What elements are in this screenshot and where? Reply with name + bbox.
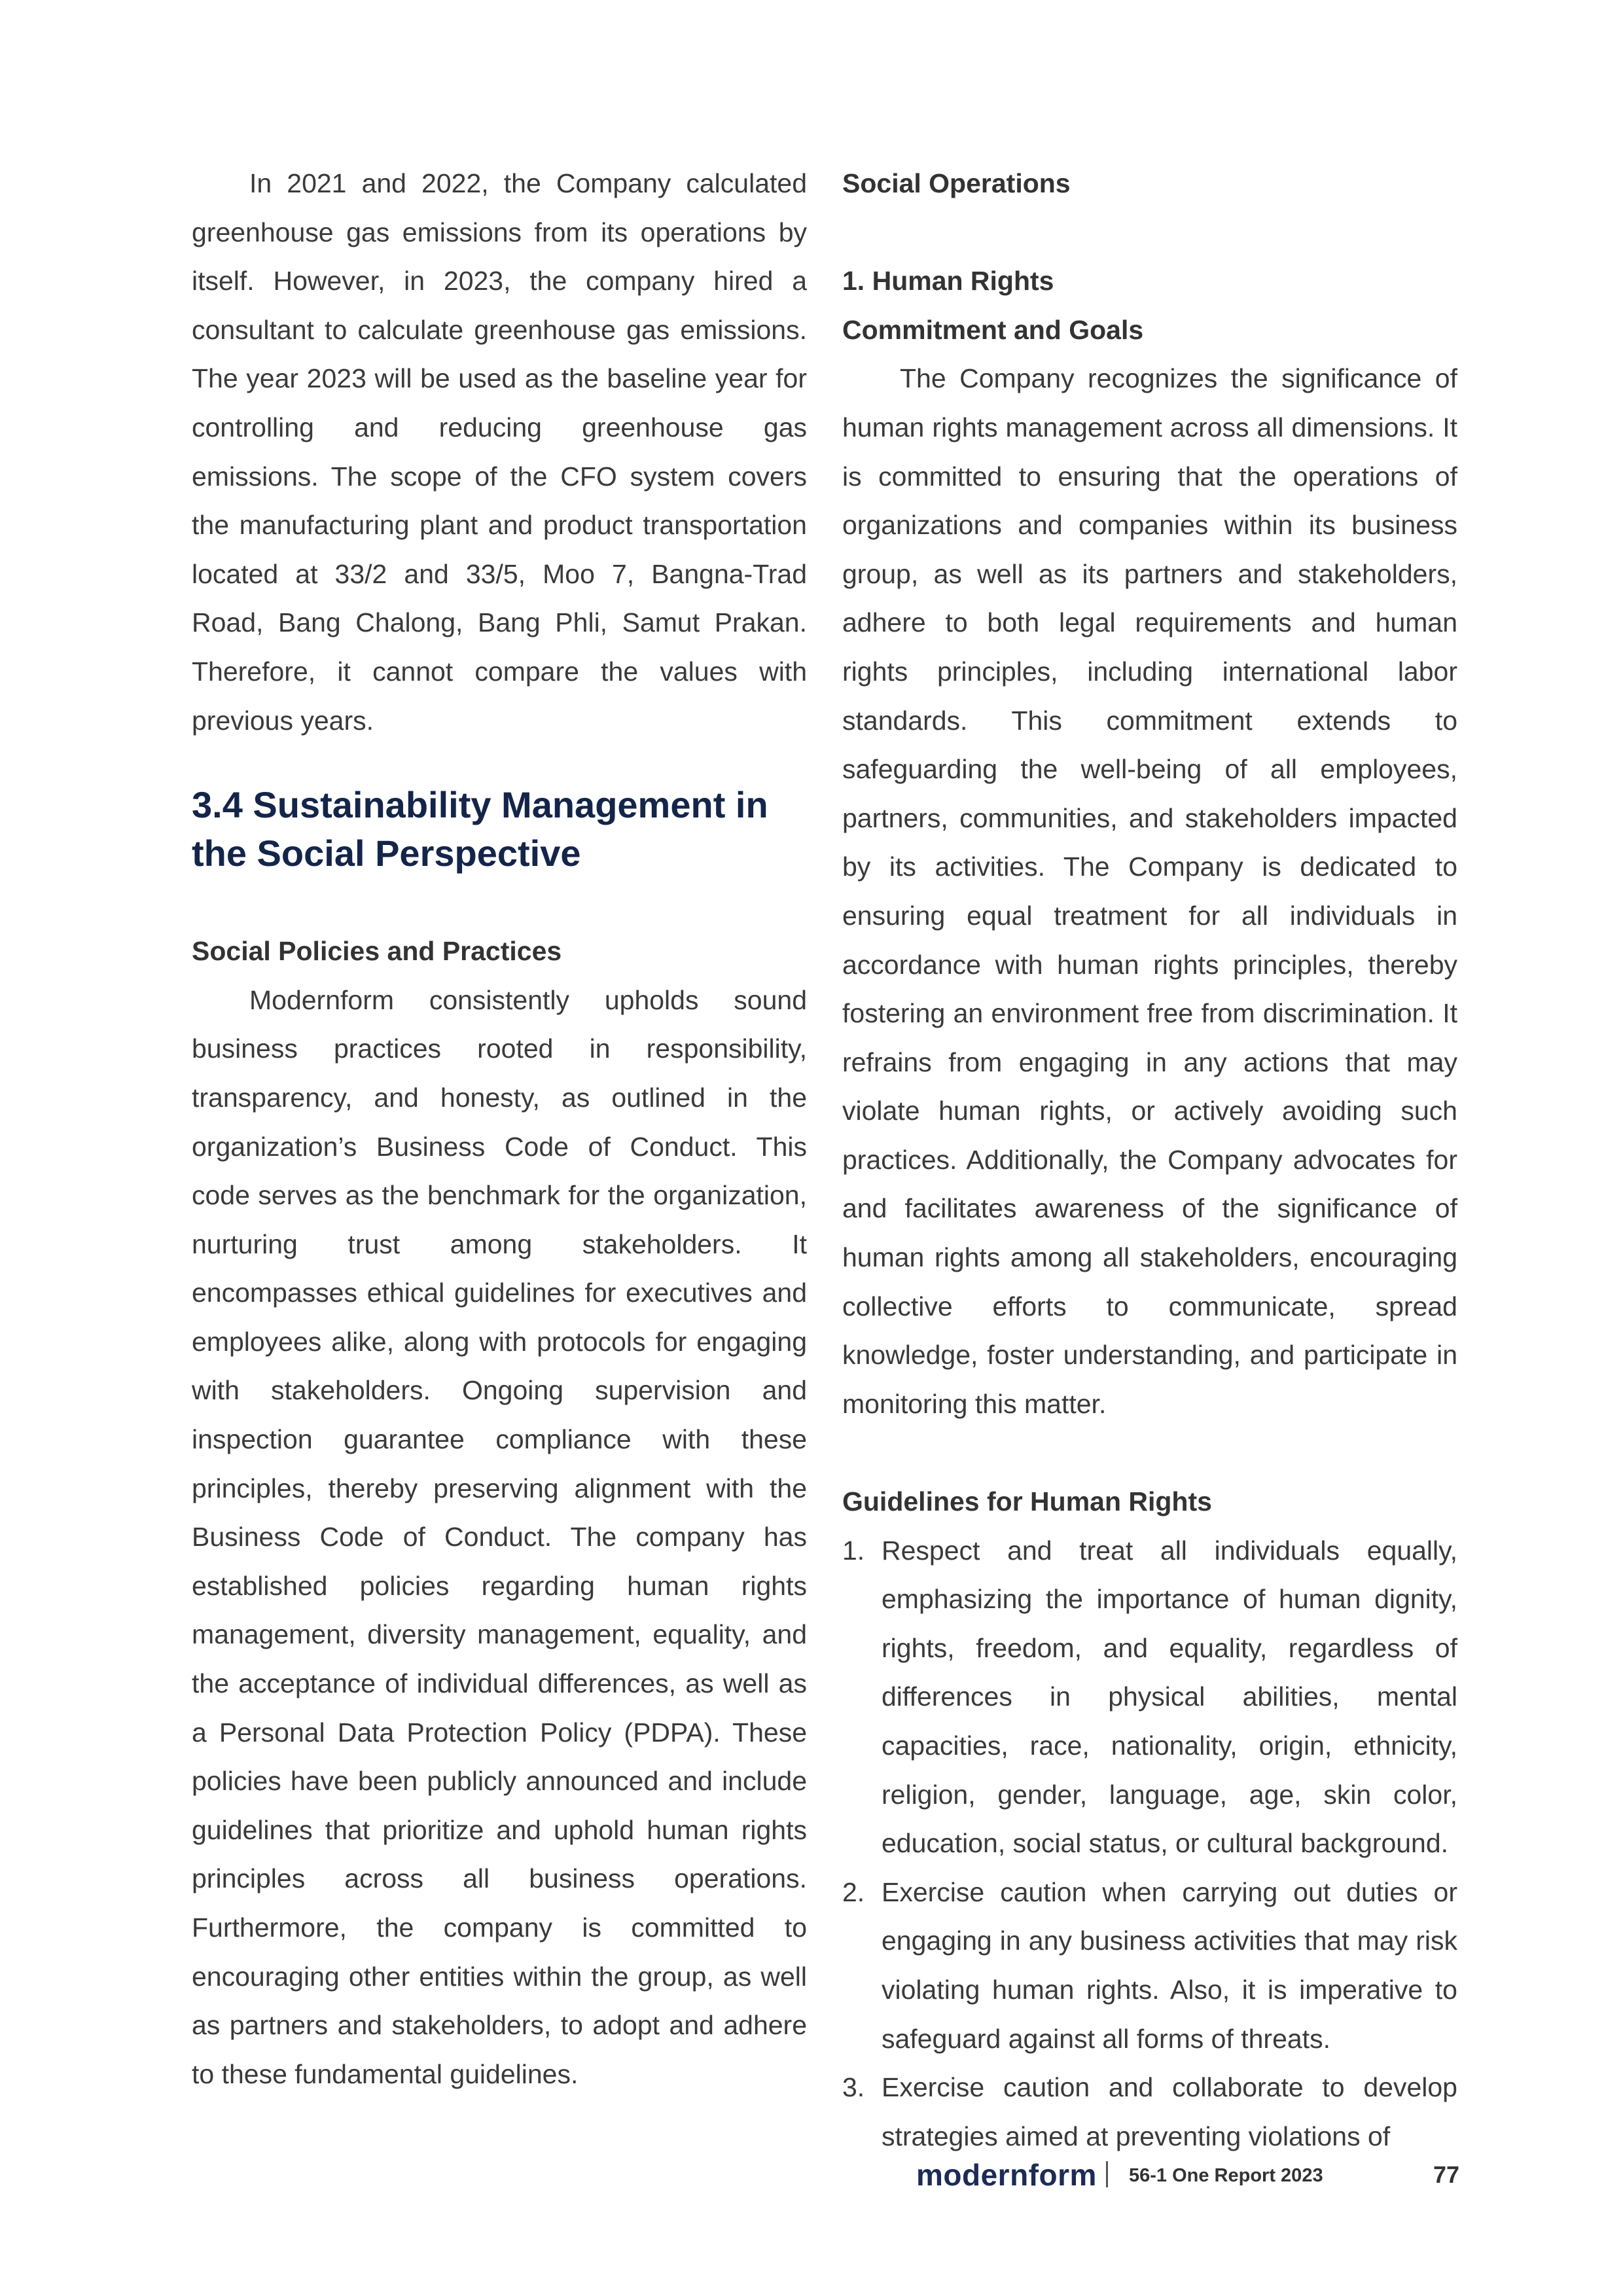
list-item	[842, 2063, 1457, 2161]
list-item-number: 1.	[842, 1535, 865, 1566]
spacer	[842, 208, 1457, 257]
commitment-paragraph: The Company recognizes the significance of human rights management across all dimensions. It is committed to ensuring that the operations of organizations and companies within its business group, as well as its partners and stakeholders, adhere to both legal requirements and human rights principles, including international labor standards. This commitment extends to safeguarding the well-being of all employees, partners, communities, and stakeholders impacted by its activities. The Company is dedicated to ensuring equal treatment for all individuals in accordance with human rights principles, thereby fostering an environment free from discrimination. It refrains from engaging in any actions that may violate human rights, or actively avoiding such practices. Additionally, the Company advocates for and facilitates awareness of the significance of human rights among all stakeholders, encouraging collective efforts to communicate, spread knowledge, foster understanding, and participate in monitoring this matter.	[842, 363, 1457, 1419]
modernform-logo: modernform	[916, 2158, 1097, 2192]
policies-paragraph: Modernform consistently upholds sound business practices rooted in responsibility, transparency, and honesty, as outlined in the organization’s Business Code of Conduct. This code serves as the benchmark for the organization, nurturing trust among stakeholders. It encompasses ethical guidelines for executives and employees alike, along with protocols for engaging with stakeholders. Ongoing supervision and inspection guarantee compliance with these principles, thereby preserving alignment with the Business Code of Conduct. The company has established policies regarding human rights management, diversity management, equality, and the acceptance of individual differences, as well as a Personal Data Protection Policy (PDPA). These policies have been publicly announced and include guidelines that prioritize and uphold human rights principles across all business operations. Furthermore, the company is committed to encouraging other entities within the group, as well as partners and stakeholders, to adopt and adhere to these fundamental guidelines.	[192, 984, 807, 2089]
footer-divider	[1106, 2161, 1108, 2187]
list-item	[842, 1868, 1457, 2063]
list-item	[842, 1526, 1457, 1868]
section-heading: 3.4 Sustainability Management in the Social Perspective	[192, 784, 768, 874]
commitment-heading: Commitment and Goals	[842, 314, 1144, 345]
list-item-text: Exercise caution and collaborate to develop strategies aimed at preventing violations of	[882, 2072, 1457, 2151]
list-item-number: 2.	[842, 1876, 865, 1907]
social-operations-heading: Social Operations	[842, 168, 1071, 198]
list-item-text: Respect and treat all individuals equally, emphasizing the importance of human dignity, rights, freedom, and equality, regardless of differences in physical abilities, mental capacities, race, nationality, origin, ethnicity, religion, gender, language, age, skin color, education, social status, or cultural background.	[882, 1535, 1457, 1859]
list-item-text: Exercise caution when carrying out duties or engaging in any business activities that may risk violating human rights. Also, it is imperative to safeguard against all forms of threats.	[882, 1876, 1457, 2054]
intro-paragraph: In 2021 and 2022, the Company calculated greenhouse gas emissions from its operations by itself. However, in 2023, the company hired a consultant to calculate greenhouse gas emissions. The year 2023 will be used as the baseline year for controlling and reducing greenhouse gas emissions. The scope of the CFO system covers the manufacturing plant and product transportation located at 33/2 and 33/5, Moo 7, Bangna-Trad Road, Bang Chalong, Bang Phli, Samut Prakan. Therefore, it cannot compare the values with previous years.	[192, 168, 807, 736]
spacer	[842, 1428, 1457, 1477]
left-column	[192, 159, 807, 2098]
policies-heading: Social Policies and Practices	[192, 936, 562, 967]
guidelines-list	[842, 1526, 1457, 2161]
page-footer	[916, 2157, 1459, 2197]
right-column	[842, 159, 1457, 2161]
guidelines-heading: Guidelines for Human Rights	[842, 1486, 1212, 1517]
human-rights-heading: 1. Human Rights	[842, 266, 1054, 296]
page-number: 77	[1433, 2161, 1459, 2188]
report-title: 56-1 One Report 2023	[1129, 2165, 1323, 2186]
list-item-number: 3.	[842, 2072, 865, 2103]
